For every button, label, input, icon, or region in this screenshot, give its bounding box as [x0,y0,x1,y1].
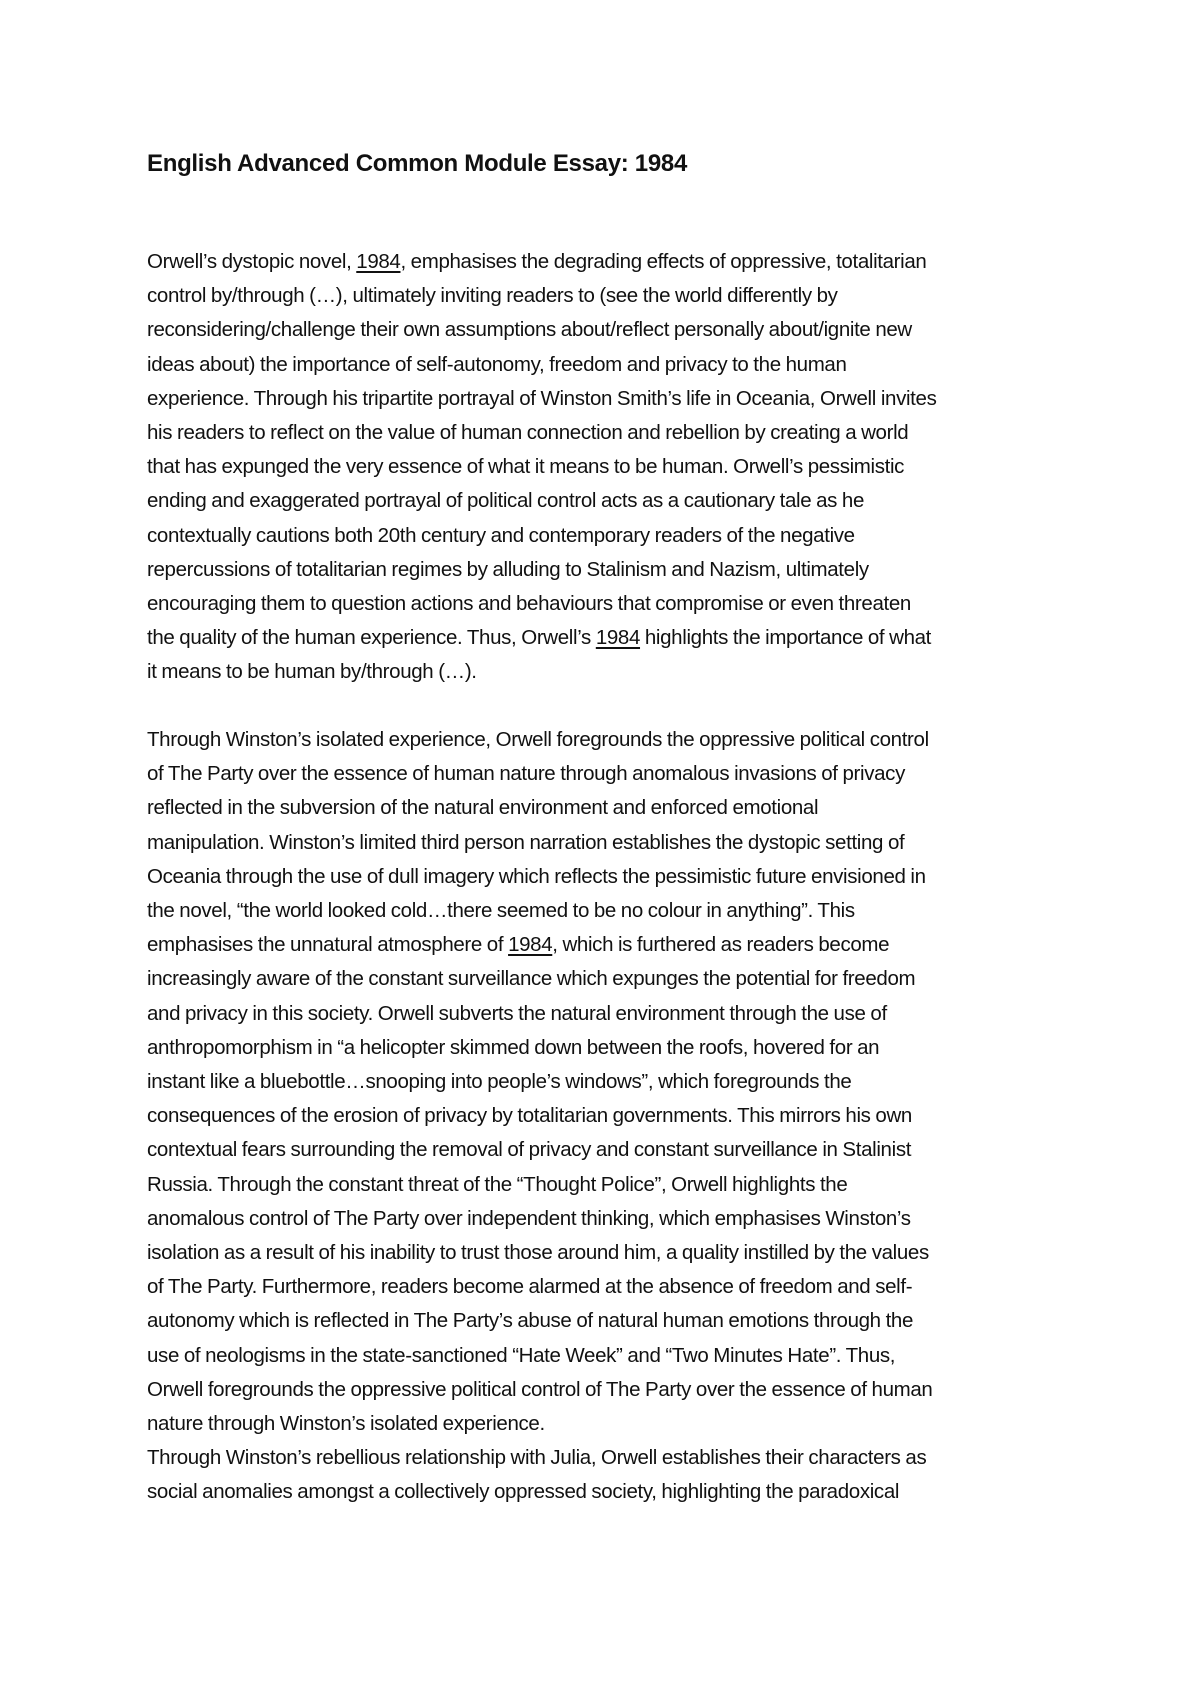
text-segment: Oceania through the use of dull imagery which reflects the pessimistic future envisioned in [147,864,926,888]
text-segment: ideas about) the importance of self-autonomy, freedom and privacy to the human [147,352,847,376]
text-segment: Orwell’s dystopic novel, [147,250,357,273]
underlined-title: 1984 [356,250,401,273]
text-line [147,1475,1067,1509]
text-line [147,1031,1067,1065]
text-segment: the novel, “the world looked cold…there seemed to be no colour in anything”. This [147,899,855,923]
underlined-title: 1984 [508,933,553,957]
text-segment: Through Winston’s rebellious relationship with Julia, Orwell establishes their characters as [147,1446,927,1469]
text-segment: social anomalies amongst a collectively oppressed society, highlighting the paradoxical [147,1480,900,1504]
text-line [147,1202,1067,1236]
text-line [147,279,1067,313]
text-segment: contextual fears surrounding the removal of privacy and constant surveillance in Stalinist [147,1138,912,1162]
text-segment: increasingly aware of the constant surveillance which expunges the potential for freedom [147,967,916,991]
text-line [147,860,1067,894]
text-line [147,962,1067,996]
text-line [147,997,1067,1031]
text-segment: manipulation. Winston’s limited third person narration establishes the dystopic setting of [147,830,905,854]
text-line [147,621,1067,655]
text-segment: encouraging them to question actions and behaviours that compromise or even threaten [147,592,911,616]
text-line [147,1168,1067,1202]
text-segment: consequences of the erosion of privacy by totalitarian governments. This mirrors his own [147,1104,912,1128]
text-segment: Orwell foregrounds the oppressive political control of The Party over the essence of human [147,1377,933,1401]
text-segment: isolation as a result of his inability to trust those around him, a quality instilled by the values [147,1241,929,1265]
text-segment: reflected in the subversion of the natural environment and enforced emotional [147,796,819,820]
text-line [147,450,1067,484]
text-segment: reconsidering/challenge their own assumptions about/reflect personally about/ignite new [147,318,912,342]
text-line [147,348,1067,382]
text-segment: experience. Through his tripartite portrayal of Winston Smith’s life in Oceania, Orwell invites [147,386,937,410]
text-segment: repercussions of totalitarian regimes by alluding to Stalinism and Nazism, ultimately [147,557,869,581]
text-segment: emphasises the unnatural atmosphere of [147,933,509,957]
text-line [147,416,1067,450]
text-segment: use of neologisms in the state-sanctioned “Hate Week” and “Two Minutes Hate”. Thus, [147,1343,896,1367]
text-line [147,1373,1067,1407]
text-segment: control by/through (…), ultimately inviting readers to (see the world differently by [147,284,838,308]
text-line [147,587,1067,621]
text-line [147,723,1067,757]
text-line [147,245,1067,279]
document-title: English Advanced Common Module Essay: 1984 [147,150,687,177]
text-line [147,791,1067,825]
text-line [147,894,1067,928]
text-segment: that has expunged the very essence of what it means to be human. Orwell’s pessimistic [147,455,905,479]
text-segment: it means to be human by/through (…). [147,660,477,684]
text-segment: ending and exaggerated portrayal of political control acts as a cautionary tale as he [147,489,865,513]
text-segment: highlights the importance of what [640,626,932,650]
text-line [147,553,1067,587]
text-segment: autonomy which is reflected in The Party’s abuse of natural human emotions through the [147,1309,914,1333]
text-line [147,1133,1067,1167]
text-segment: instant like a bluebottle…snooping into people’s windows”, which foregrounds the [147,1070,852,1094]
text-line [147,655,1067,689]
text-line [147,1270,1067,1304]
text-line [147,1441,1067,1475]
text-segment: the quality of the human experience. Thus, Orwell’s [147,626,596,650]
text-segment: Through Winston’s isolated experience, Orwell foregrounds the oppressive political control [147,728,929,751]
text-segment: anthropomorphism in “a helicopter skimmed down between the roofs, hovered for an [147,1035,880,1059]
text-segment: contextually cautions both 20th century and contemporary readers of the negative [147,523,855,547]
text-segment: and privacy in this society. Orwell subverts the natural environment through the use of [147,1001,887,1025]
text-segment: anomalous control of The Party over independent thinking, which emphasises Winston’s [147,1206,911,1230]
text-segment: of The Party. Furthermore, readers become alarmed at the absence of freedom and self- [147,1275,913,1299]
paragraph-body-2 [147,1441,1067,1509]
text-segment: , emphasises the degrading effects of oppressive, totalitarian [400,250,927,273]
paragraph-body-1 [147,723,1067,1441]
text-line [147,826,1067,860]
text-line [147,313,1067,347]
paragraph-introduction [147,245,1067,690]
text-line [147,382,1067,416]
text-segment: Russia. Through the constant threat of the “Thought Police”, Orwell highlights the [147,1172,848,1196]
text-line [147,928,1067,962]
underlined-title: 1984 [595,626,641,650]
text-segment: his readers to reflect on the value of human connection and rebellion by creating a world [147,421,909,445]
text-line [147,519,1067,553]
text-segment: of The Party over the essence of human nature through anomalous invasions of privacy [147,762,905,786]
text-line [147,1407,1067,1441]
text-line [147,1065,1067,1099]
text-line [147,1236,1067,1270]
text-segment: , which is furthered as readers become [552,933,890,957]
text-line [147,1304,1067,1338]
text-line [147,757,1067,791]
text-segment: nature through Winston’s isolated experience. [147,1412,545,1436]
text-line [147,1099,1067,1133]
text-line [147,1339,1067,1373]
text-line [147,484,1067,518]
